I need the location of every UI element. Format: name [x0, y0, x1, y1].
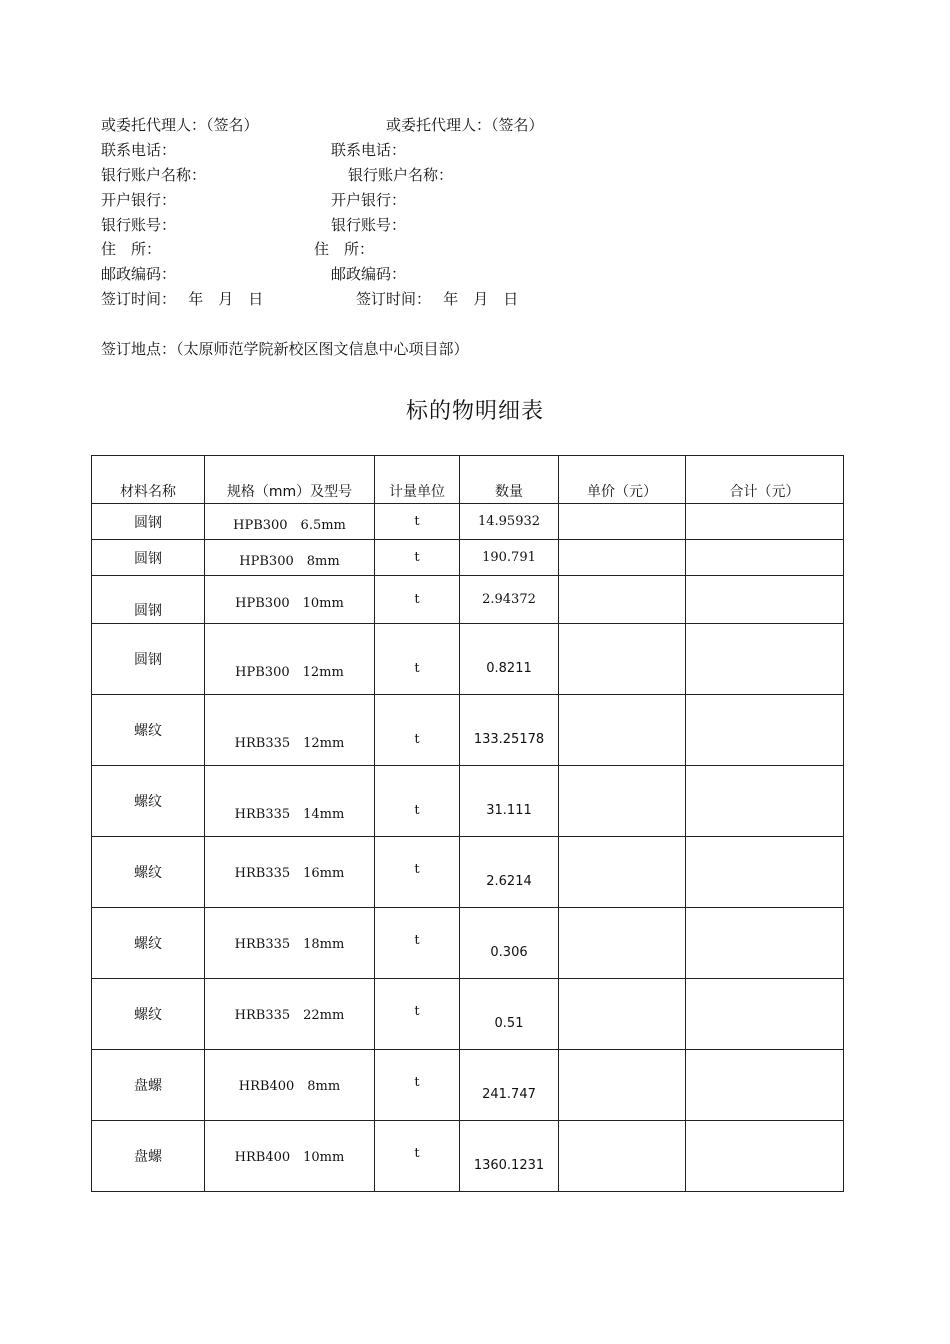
left-account-name: 银行账户名称： — [101, 166, 207, 184]
cell-unit-price — [559, 540, 686, 576]
cell-unit: t — [375, 766, 460, 837]
sign-place: 签订地点：（太原师范学院新校区图文信息中心项目部） — [101, 340, 469, 358]
cell-material-name: 盘螺 — [92, 1121, 205, 1192]
cell-total — [686, 1121, 844, 1192]
cell-unit-price — [559, 576, 686, 624]
cell-spec: HRB400 8mm — [205, 1050, 375, 1121]
cell-material-name: 圆钢 — [92, 576, 205, 624]
cell-quantity: 2.94372 — [460, 576, 559, 624]
cell-material-name: 螺纹 — [92, 979, 205, 1050]
cell-unit: t — [375, 908, 460, 979]
cell-quantity: 190.791 — [460, 540, 559, 576]
cell-material-name: 螺纹 — [92, 695, 205, 766]
right-agent-signature: 或委托代理人：（签名） — [386, 116, 544, 134]
cell-material-name: 螺纹 — [92, 837, 205, 908]
cell-quantity: 0.306 — [460, 908, 559, 979]
cell-material-name: 圆钢 — [92, 624, 205, 695]
cell-total — [686, 540, 844, 576]
header-material-name: 材料名称 — [92, 456, 205, 504]
cell-spec: HRB335 14mm — [205, 766, 375, 837]
cell-spec: HRB335 18mm — [205, 908, 375, 979]
table-row — [92, 837, 844, 908]
cell-unit-price — [559, 908, 686, 979]
left-phone: 联系电话： — [101, 141, 177, 159]
cell-total — [686, 837, 844, 908]
right-bank: 开户银行： — [331, 191, 407, 209]
cell-spec: HRB400 10mm — [205, 1121, 375, 1192]
right-postcode: 邮政编码： — [331, 265, 407, 283]
cell-total — [686, 504, 844, 540]
left-address: 住 所： — [101, 240, 162, 258]
table-header-row — [92, 456, 844, 504]
cell-spec: HRB335 22mm — [205, 979, 375, 1050]
cell-quantity: 241.747 — [460, 1050, 559, 1121]
cell-total — [686, 624, 844, 695]
header-total: 合计（元） — [686, 456, 844, 504]
cell-spec: HPB300 12mm — [205, 624, 375, 695]
cell-material-name: 圆钢 — [92, 504, 205, 540]
cell-unit: t — [375, 1121, 460, 1192]
cell-spec: HRB335 12mm — [205, 695, 375, 766]
cell-unit: t — [375, 837, 460, 908]
right-sign-time: 签订时间： 年 月 日 — [356, 290, 519, 308]
cell-unit-price — [559, 837, 686, 908]
cell-unit: t — [375, 540, 460, 576]
table-row — [92, 624, 844, 695]
cell-unit-price — [559, 766, 686, 837]
cell-spec: HPB300 6.5mm — [205, 504, 375, 540]
cell-unit-price — [559, 1121, 686, 1192]
table-row — [92, 695, 844, 766]
cell-quantity: 14.95932 — [460, 504, 559, 540]
cell-unit-price — [559, 979, 686, 1050]
cell-unit: t — [375, 504, 460, 540]
right-account-number: 银行账号： — [331, 216, 407, 234]
cell-unit-price — [559, 504, 686, 540]
table-row — [92, 1050, 844, 1121]
header-quantity: 数量 — [460, 456, 559, 504]
cell-quantity: 133.25178 — [460, 695, 559, 766]
cell-material-name: 圆钢 — [92, 540, 205, 576]
cell-material-name: 螺纹 — [92, 908, 205, 979]
materials-table — [91, 455, 844, 1192]
cell-unit: t — [375, 979, 460, 1050]
cell-total — [686, 695, 844, 766]
header-unit: 计量单位 — [375, 456, 460, 504]
left-bank: 开户银行： — [101, 191, 177, 209]
header-unit-price: 单价（元） — [559, 456, 686, 504]
cell-spec: HRB335 16mm — [205, 837, 375, 908]
cell-unit-price — [559, 624, 686, 695]
cell-unit: t — [375, 695, 460, 766]
header-spec: 规格（mm）及型号 — [205, 456, 375, 504]
cell-material-name: 螺纹 — [92, 766, 205, 837]
right-address: 住 所： — [314, 240, 375, 258]
left-postcode: 邮政编码： — [101, 265, 177, 283]
cell-quantity: 31.111 — [460, 766, 559, 837]
cell-quantity: 1360.1231 — [460, 1121, 559, 1192]
table-row — [92, 1121, 844, 1192]
cell-unit-price — [559, 695, 686, 766]
cell-spec: HPB300 10mm — [205, 576, 375, 624]
cell-total — [686, 1050, 844, 1121]
table-row — [92, 576, 844, 624]
right-phone: 联系电话： — [331, 141, 407, 159]
cell-quantity: 0.8211 — [460, 624, 559, 695]
cell-total — [686, 908, 844, 979]
left-agent-signature: 或委托代理人：（签名） — [101, 116, 259, 134]
cell-unit: t — [375, 624, 460, 695]
cell-unit-price — [559, 1050, 686, 1121]
left-account-number: 银行账号： — [101, 216, 177, 234]
cell-total — [686, 979, 844, 1050]
cell-spec: HPB300 8mm — [205, 540, 375, 576]
cell-quantity: 0.51 — [460, 979, 559, 1050]
cell-unit: t — [375, 1050, 460, 1121]
table-row — [92, 766, 844, 837]
left-sign-time: 签订时间： 年 月 日 — [101, 290, 264, 308]
right-account-name: 银行账户名称： — [348, 166, 454, 184]
cell-total — [686, 576, 844, 624]
table-row — [92, 504, 844, 540]
table-row — [92, 979, 844, 1050]
cell-total — [686, 766, 844, 837]
cell-material-name: 盘螺 — [92, 1050, 205, 1121]
table-title: 标的物明细表 — [405, 399, 544, 424]
table-row — [92, 540, 844, 576]
table-row — [92, 908, 844, 979]
cell-quantity: 2.6214 — [460, 837, 559, 908]
cell-unit: t — [375, 576, 460, 624]
